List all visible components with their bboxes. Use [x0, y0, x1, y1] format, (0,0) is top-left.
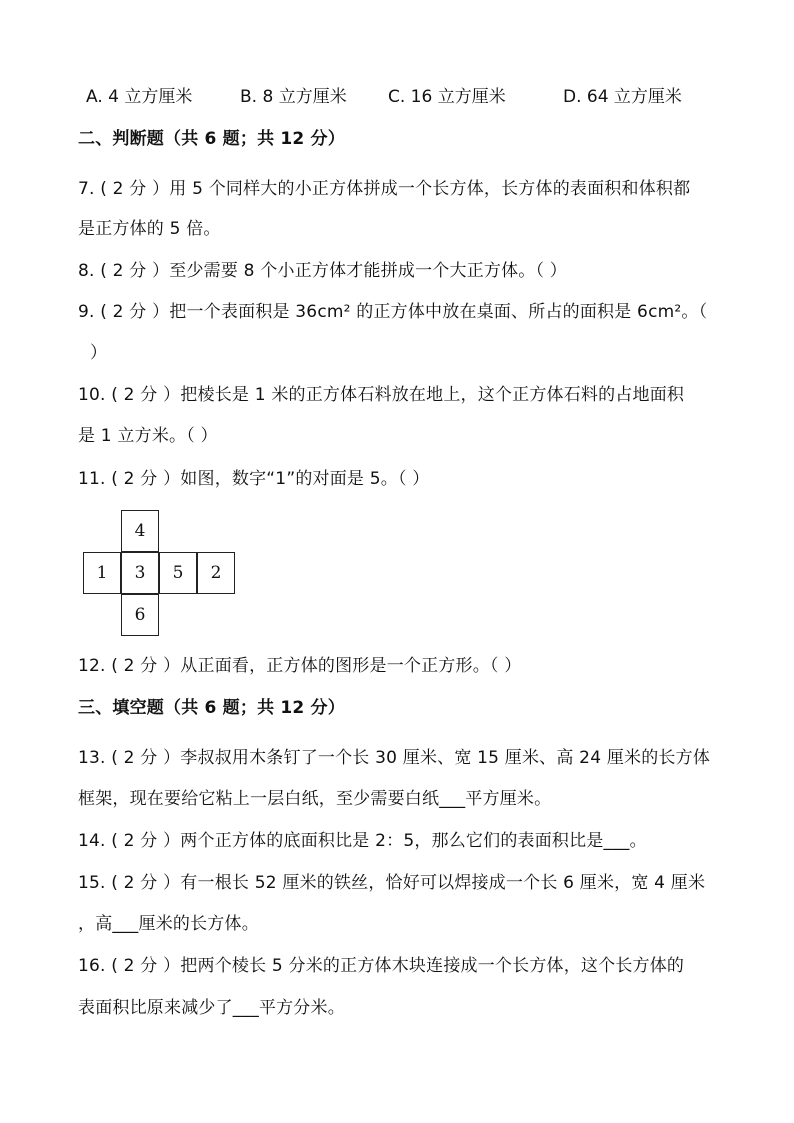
question-7-line-1: 7. ( 2 分 ）用 5 个同样大的小正方体拼成一个长方体，长方体的表面积和体积都: [78, 179, 691, 199]
question-13-line-2: 框架，现在要给它粘上一层白纸，至少需要白纸___平方厘米。: [78, 789, 552, 809]
question-12: 12. ( 2 分 ）从正面看，正方体的图形是一个正方形。（ ）: [78, 656, 522, 676]
question-11: 11. ( 2 分 ）如图，数字“1”的对面是 5。（ ）: [78, 469, 430, 489]
cube-net-figure: [83, 510, 235, 638]
net-cell-right-2: 2: [197, 552, 235, 594]
question-15-line-1: 15. ( 2 分 ）有一根长 52 厘米的铁丝，恰好可以焊接成一个长 6 厘米，宽 4 厘米: [78, 873, 706, 893]
option-b[interactable]: B. 8 立方厘米: [240, 87, 347, 107]
net-cell-center: 3: [121, 552, 159, 594]
section-3-heading: 三、填空题（共 6 题；共 12 分）: [78, 698, 345, 718]
net-cell-left: 1: [83, 552, 121, 594]
question-16-line-1: 16. ( 2 分 ）把两个棱长 5 分米的正方体木块连接成一个长方体，这个长方体的: [78, 956, 685, 976]
question-7-line-2: 是正方体的 5 倍。: [78, 219, 221, 239]
net-cell-bottom: 6: [121, 594, 159, 636]
question-14: 14. ( 2 分 ）两个正方体的底面积比是 2：5，那么它们的表面积比是___。: [78, 831, 647, 851]
question-16-line-2: 表面积比原来减少了___平方分米。: [78, 998, 345, 1018]
net-cell-right-1: 5: [159, 552, 197, 594]
question-9-line-2: ）: [90, 343, 108, 363]
question-8: 8. ( 2 分 ）至少需要 8 个小正方体才能拼成一个大正方体。（ ）: [78, 261, 568, 281]
question-10-line-2: 是 1 立方米。（ ）: [78, 426, 218, 446]
option-d[interactable]: D. 64 立方厘米: [563, 87, 682, 107]
question-13-line-1: 13. ( 2 分 ）李叔叔用木条钉了一个长 30 厘米、宽 15 厘米、高 24 厘米的长方体: [78, 748, 711, 768]
option-c[interactable]: C. 16 立方厘米: [388, 87, 506, 107]
section-2-heading: 二、判断题（共 6 题；共 12 分）: [78, 129, 345, 149]
question-9-line-1: 9. ( 2 分 ）把一个表面积是 36cm² 的正方体中放在桌面、所占的面积是 6cm²。（: [78, 302, 708, 322]
option-a[interactable]: A. 4 立方厘米: [86, 87, 193, 107]
question-15-line-2: ，高___厘米的长方体。: [78, 914, 259, 934]
question-10-line-1: 10. ( 2 分 ）把棱长是 1 米的正方体石料放在地上，这个正方体石料的占地面积: [78, 385, 685, 405]
net-cell-top: 4: [121, 510, 159, 552]
